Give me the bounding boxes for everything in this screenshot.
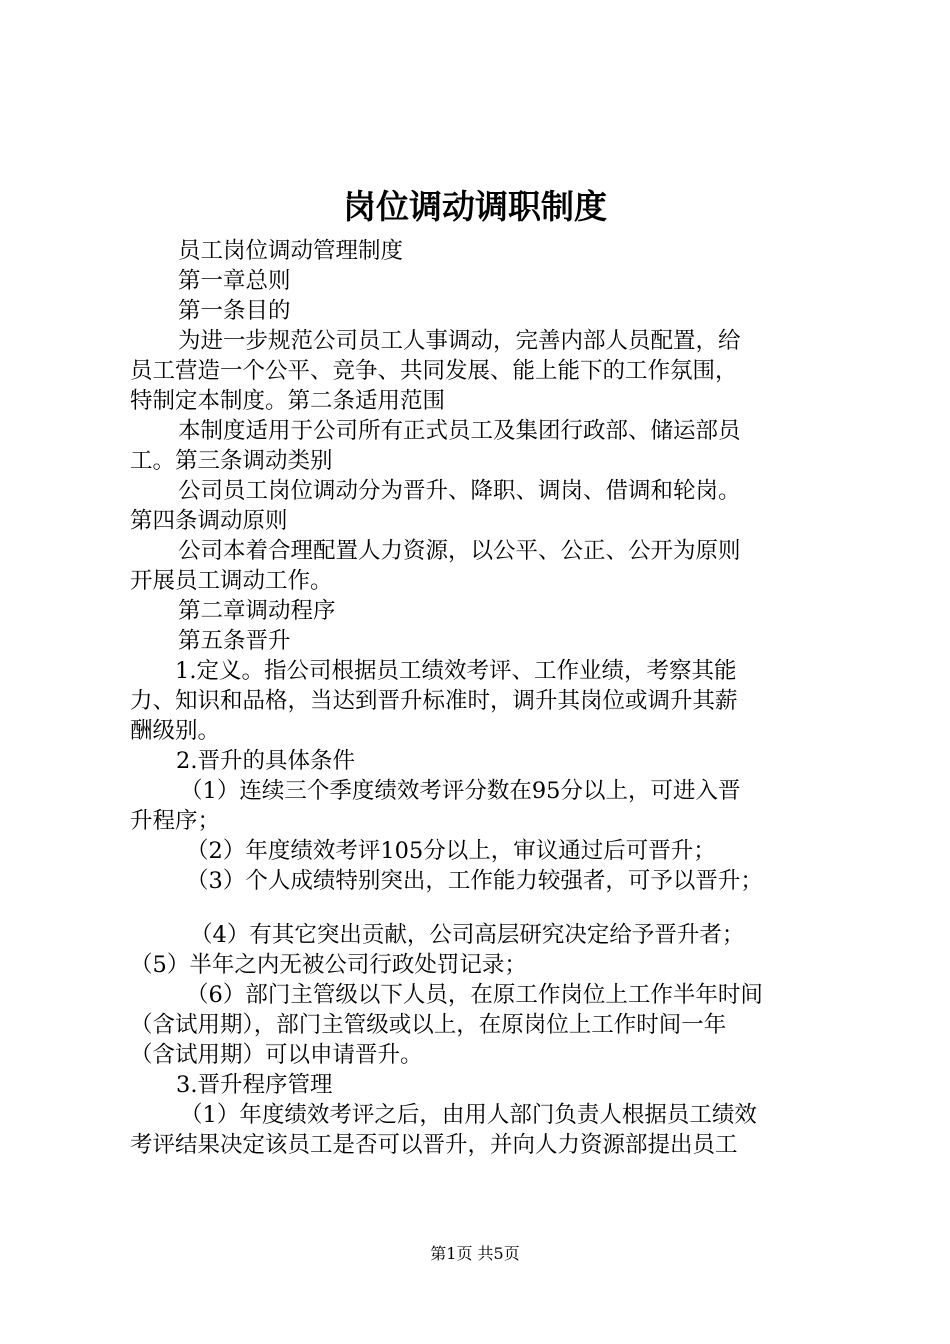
- text-line: 2.晋升的具体条件: [176, 748, 355, 774]
- text-line: 开展员工调动工作。: [130, 568, 333, 594]
- text-line: （6）部门主管级以下人员，在原工作岗位上工作半年时间: [186, 982, 763, 1008]
- text-line: 第二章调动程序: [178, 598, 336, 624]
- text-line: （5）半年之内无被公司行政处罚记录；: [130, 952, 527, 978]
- text-line: 公司员工岗位调动分为晋升、降职、调岗、借调和轮岗。: [178, 478, 741, 504]
- text-line: 特制定本制度。第二条适用范围: [130, 388, 446, 414]
- text-line: （3）个人成绩特别突出，工作能力较强者，可予以晋升；: [186, 868, 763, 894]
- text-line: 第五条晋升: [178, 628, 291, 654]
- page-footer: 第1页 共5页: [430, 1244, 520, 1263]
- text-line: （4）有其它突出贡献，公司高层研究决定给予晋升者；: [190, 922, 745, 948]
- text-line: 工。第三条调动类别: [130, 448, 333, 474]
- document-body: [130, 236, 830, 1160]
- text-line: 第四条调动原则: [130, 508, 288, 534]
- text-line: （1）连续三个季度绩效考评分数在95分以上，可进入晋: [180, 778, 741, 804]
- text-line: 员工营造一个公平、竞争、共同发展、能上能下的工作氛围，: [130, 358, 738, 384]
- text-line: 公司本着合理配置人力资源，以公平、公正、公开为原则: [178, 538, 741, 564]
- text-line: （1）年度绩效考评之后，由用人部门负责人根据员工绩效: [180, 1102, 757, 1128]
- text-line: 力、知识和品格，当达到晋升标准时，调升其岗位或调升其薪: [130, 688, 738, 714]
- text-line: （含试用期）可以申请晋升。: [130, 1042, 423, 1068]
- paragraph-gap: [130, 896, 830, 920]
- text-line: 考评结果决定该员工是否可以晋升，并向人力资源部提出员工: [130, 1132, 738, 1158]
- text-line: 酬级别。: [130, 718, 221, 744]
- text-line: 第一章总则: [178, 268, 291, 294]
- text-line: 第一条目的: [178, 298, 291, 324]
- document-title: 岗位调动调职制度: [343, 187, 607, 226]
- text-line: （2）年度绩效考评105分以上，审议通过后可晋升；: [186, 838, 716, 864]
- text-line: 员工岗位调动管理制度: [178, 238, 404, 264]
- text-line: 升程序；: [130, 808, 221, 834]
- text-line: 1.定义。指公司根据员工绩效考评、工作业绩，考察其能: [175, 658, 737, 684]
- text-line: 3.晋升程序管理: [176, 1072, 333, 1098]
- text-line: 本制度适用于公司所有正式员工及集团行政部、储运部员: [178, 418, 741, 444]
- text-line: 为进一步规范公司员工人事调动，完善内部人员配置，给: [178, 328, 741, 354]
- text-line: （含试用期），部门主管级或以上，在原岗位上工作时间一年: [130, 1012, 727, 1038]
